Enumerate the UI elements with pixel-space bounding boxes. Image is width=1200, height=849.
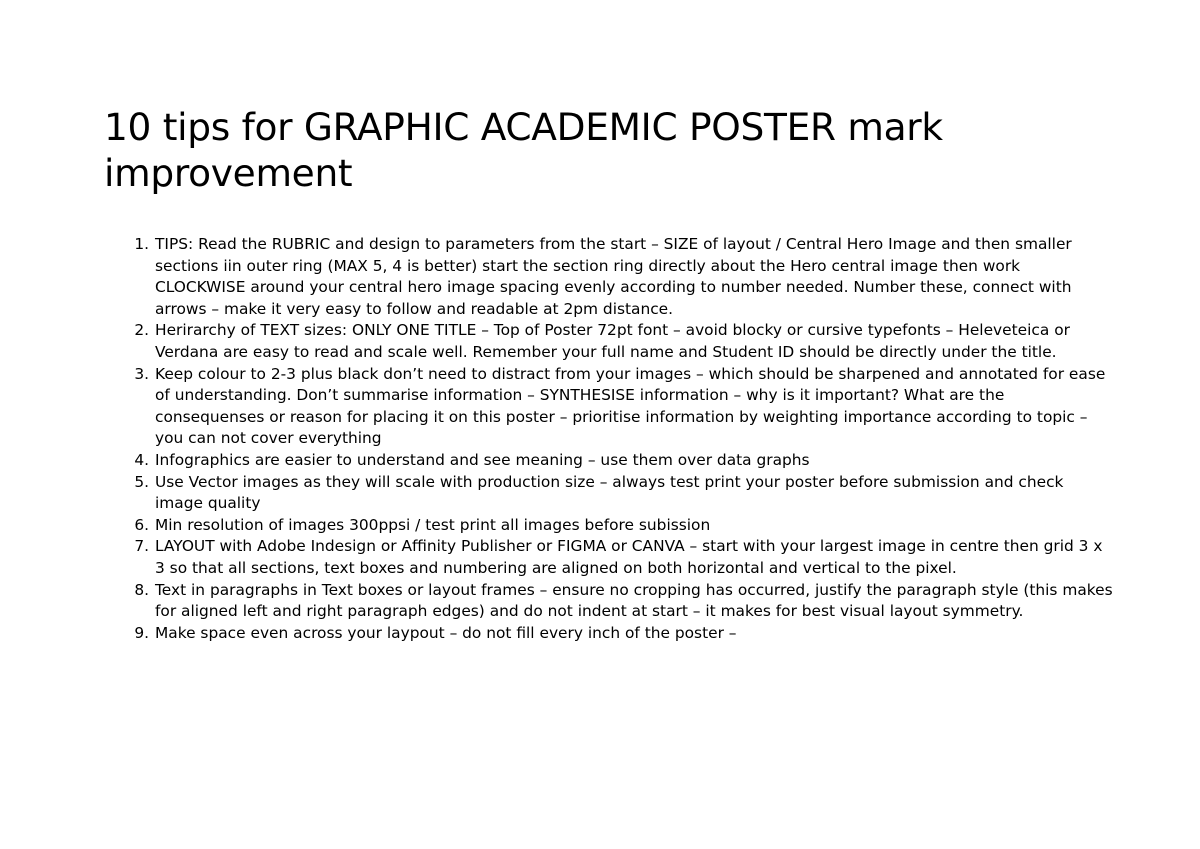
list-item-number: 8.: [134, 580, 149, 599]
list-item: [134, 450, 1115, 472]
list-item-text: Use Vector images as they will scale with production size – always test print your poster before submission and check image quality: [155, 472, 1064, 513]
list-item-number: 6.: [134, 515, 149, 534]
list-item-text: Infographics are easier to understand and see meaning – use them over data graphs: [155, 450, 810, 469]
list-item-number: 2.: [134, 321, 149, 340]
list-item-number: 3.: [134, 364, 149, 383]
list-item-text: LAYOUT with Adobe Indesign or Affinity Publisher or FIGMA or CANVA – start with your largest image in centre then grid 3 x 3 so that all sections, text boxes and numbering are aligned on both horizontal and vertical to the pixel.: [155, 537, 1103, 577]
tips-list: [134, 234, 1115, 644]
list-item: [134, 536, 1115, 579]
list-item: [134, 364, 1115, 450]
list-item: [134, 472, 1115, 515]
list-item-number: 7.: [134, 537, 149, 556]
list-item: [134, 623, 1115, 645]
list-item-number: 1.: [134, 235, 149, 253]
list-item-number: 9.: [134, 623, 149, 642]
page-title: 10 tips for GRAPHIC ACADEMIC POSTER mark improvement: [104, 105, 943, 195]
list-item: [134, 515, 1115, 537]
list-item-text: Min resolution of images 300ppsi / test print all images before subission: [155, 515, 711, 534]
list-item-text: Text in paragraphs in Text boxes or layout frames – ensure no cropping has occurred, justify the paragraph style (this makes for aligned left and right paragraph edges) and do not indent at start – it makes for best visual layout symmetry.: [155, 580, 1113, 621]
list-item-number: 4.: [134, 450, 149, 469]
list-item-text: Make space even across your laypout – do not fill every inch of the poster –: [155, 623, 737, 642]
list-item-text: Herirarchy of TEXT sizes: ONLY ONE TITLE – Top of Poster 72pt font – avoid blocky or cursive typefonts – Heleveteica or Verdana are easy to read and scale well. Remember your full name and Student ID should be directly under the title.: [155, 321, 1070, 361]
list-item-text: TIPS: Read the RUBRIC and design to parameters from the start – SIZE of layout / Central Hero Image and then smaller sections iin outer ring (MAX 5, 4 is better) start the section ring directly about the Hero central image then work CLOCKWISE around your central hero image spacing evenly according to number needed. Number these, connect with arrows – make it very easy to follow and readable at 2pm distance.: [155, 235, 1072, 318]
list-item: [134, 320, 1115, 363]
list-item: [134, 234, 1115, 320]
list-item: [134, 580, 1115, 623]
list-item-text: Keep colour to 2-3 plus black don’t need to distract from your images – which should be sharpened and annotated for ease of understanding. Don’t summarise information – SYNTHESISE information – why is it important? What are the consequenses or reason for placing it on this poster – prioritise information by weighting importance according to topic – you can not cover everything: [155, 364, 1106, 448]
list-item-number: 5.: [134, 472, 149, 491]
